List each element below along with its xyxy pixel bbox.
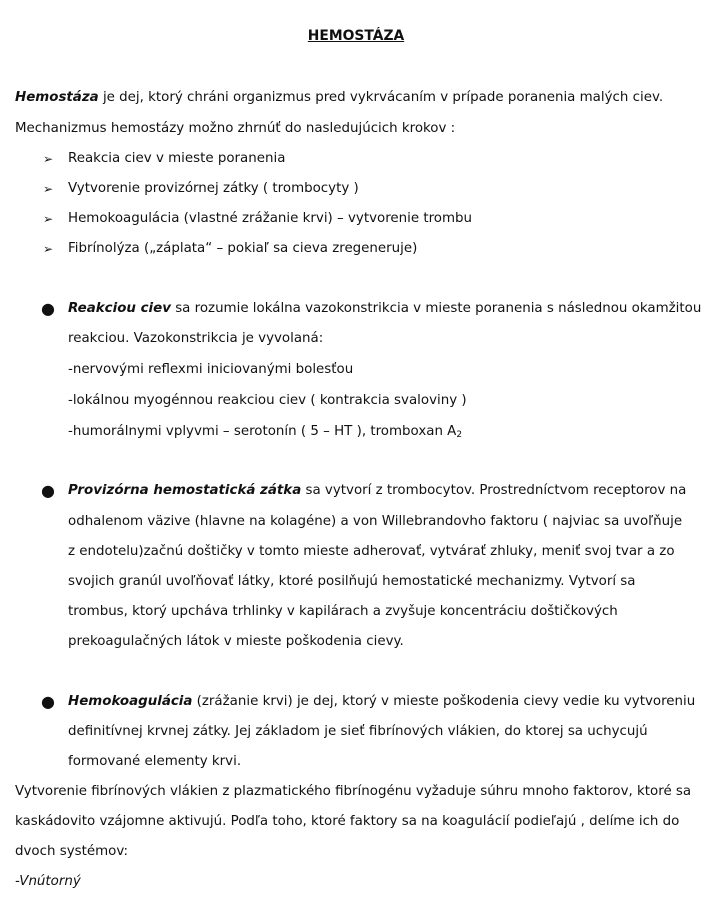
step-item: Reakcia ciev v mieste poranenia [68, 151, 286, 166]
closing-line-1: Vytvorenie fibrínových vlákien z plazmatického fibrínogénu vyžaduje súhru mnoho faktorov, ktoré sa [15, 784, 692, 799]
section2-line-2: odhalenom väzive (hlavne na kolagéne) a von Willebrandovho faktoru ( najviac sa uvoľňuje [68, 514, 683, 529]
bullet-dot-icon: ● [41, 481, 55, 500]
section2-line-1 [68, 482, 686, 500]
section3-line-3: formované elementy krvi. [68, 754, 242, 769]
section1-line-1 [68, 300, 701, 318]
section1-term: Reakciou ciev [68, 301, 171, 316]
section2-line-5: trombus, ktorý upcháva trhlinky v kapilárach a zvyšuje koncentráciu doštičkových [68, 604, 618, 619]
bullet-dot-icon: ● [41, 692, 55, 711]
section1-line-3: -nervovými reflexmi iniciovanými bolesťou [68, 362, 354, 377]
section1-text: sa rozumie lokálna vazokonstrikcia v mieste poranenia s následnou okamžitou [170, 301, 702, 316]
step-item: Vytvorenie provizórnej zátky ( trombocyty ) [68, 181, 359, 196]
bullet-dot-icon: ● [41, 299, 55, 318]
intro-line-2: Mechanizmus hemostázy možno zhrnúť do nasledujúcich krokov : [15, 121, 456, 136]
section1-line-5-text: -humorálnymi vplyvmi – serotonín ( 5 – HT ), tromboxan A [68, 424, 457, 439]
arrow-bullet-icon: ➢ [43, 212, 54, 226]
section2-term: Provizórna hemostatická zátka [68, 483, 302, 498]
section1-line-5 [68, 423, 462, 441]
arrow-bullet-icon: ➢ [43, 242, 54, 256]
closing-line-2: kaskádovito vzájomne aktivujú. Podľa toho, ktoré faktory sa na koagulácií podieľajú , delíme ich do [15, 814, 680, 829]
section1-line-2: reakciou. Vazokonstrikcia je vyvolaná: [68, 331, 324, 346]
section3-line-1 [68, 693, 695, 711]
closing-line-4: -Vnútorný [15, 874, 81, 889]
arrow-bullet-icon: ➢ [43, 182, 54, 196]
section1-line-4: -lokálnou myogénnou reakciou ciev ( kontrakcia svaloviny ) [68, 393, 467, 408]
intro-line-1 [15, 89, 663, 107]
section2-line-4: svojich granúl uvoľňovať látky, ktoré posilňujú hemostatické mechanizmy. Vytvorí sa [68, 574, 636, 589]
step-item: Hemokoagulácia (vlastné zrážanie krvi) – vytvorenie trombu [68, 211, 473, 226]
section2-line-6: prekoagulačných látok v mieste poškodenia cievy. [68, 634, 404, 649]
intro-text: je dej, ktorý chráni organizmus pred vykrvácaním v prípade poranenia malých ciev. [98, 90, 664, 105]
closing-line-3: dvoch systémov: [15, 844, 129, 859]
section3-text: (zrážanie krvi) je dej, ktorý v mieste poškodenia cievy vedie ku vytvoreniu [192, 694, 696, 709]
subscript: 2 [456, 430, 463, 440]
step-item: Fibrínolýza („záplata“ – pokiaľ sa cieva zregeneruje) [68, 241, 418, 256]
section3-line-2: definitívnej krvnej zátky. Jej základom je sieť fibrínových vlákien, do ktorej sa uchycujú [68, 724, 648, 739]
intro-term: Hemostáza [15, 90, 99, 105]
page-title: HEMOSTÁZA [307, 28, 405, 44]
arrow-bullet-icon: ➢ [43, 152, 54, 166]
section2-line-3: z endotelu)začnú doštičky v tomto mieste adherovať, vytvárať zhluky, meniť svoj tvar a zo [68, 544, 675, 559]
section3-term: Hemokoagulácia [68, 694, 193, 709]
section2-text: sa vytvorí z trombocytov. Prostredníctvom receptorov na [301, 483, 687, 498]
